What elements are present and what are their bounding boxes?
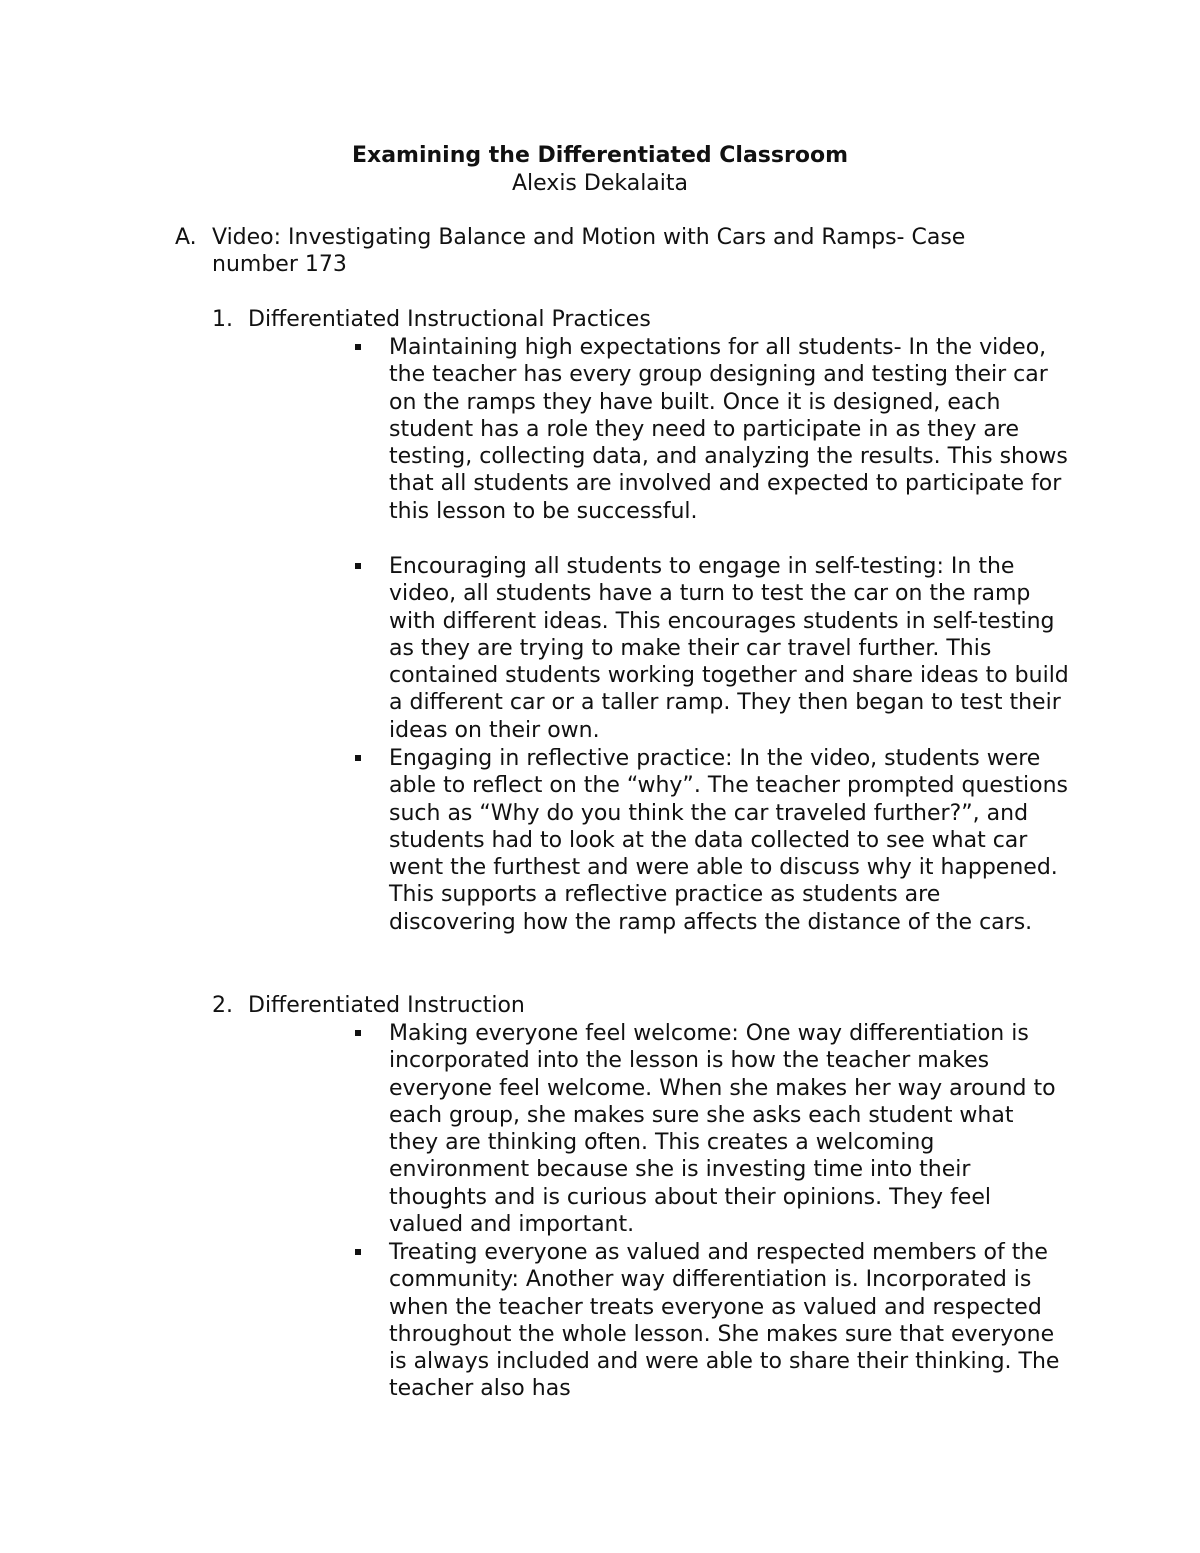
bullet-square-icon <box>355 563 361 569</box>
subsection-1-heading: Differentiated Instructional Practices <box>248 307 651 332</box>
subsection-2-marker: 2. <box>212 993 233 1018</box>
bullet-item: Engaging in reflective practice: In the video, students were able to reflect on the “why”. The teacher prompted questions such as “Why do you think the car traveled further?”, and students had to look at the data collected to see what car went the furthest and were able to discuss why it happened. This supports a reflective practice as students are discovering how the ramp affects the distance of the cars. <box>389 746 1068 935</box>
subsection-2-heading: Differentiated Instruction <box>248 993 525 1018</box>
bullet-square-icon <box>355 1249 361 1255</box>
document-title: Examining the Differentiated Classroom <box>351 143 848 168</box>
bullet-item: Encouraging all students to engage in self-testing: In the video, all students have a turn to test the car on the ramp with different ideas. This encourages students in self-testing as they are trying to make their car travel further. This contained students working together and share ideas to build a different car or a taller ramp. They then began to test their ideas on their own. <box>389 554 1069 743</box>
bullet-item: Treating everyone as valued and respected members of the community: Another way differentiation is. Incorporated is when the teacher treats everyone as valued and respected throughout the whole lesson. She makes sure that everyone is always included and were able to share their thinking. The teacher also has <box>389 1240 1060 1402</box>
document-author: Alexis Dekalaita <box>511 171 689 196</box>
section-a-marker: A. <box>175 225 197 250</box>
bullet-square-icon <box>355 344 361 350</box>
bullet-square-icon <box>355 755 361 761</box>
bullet-item: Making everyone feel welcome: One way differentiation is incorporated into the lesson is how the teacher makes everyone feel welcome. When she makes her way around to each group, she makes sure she asks each student what they are thinking often. This creates a welcoming environment because she is investing time into their thoughts and is curious about their opinions. They feel valued and important. <box>389 1021 1056 1238</box>
section-a-heading: Video: Investigating Balance and Motion with Cars and Ramps- Case number 173 <box>212 225 966 278</box>
bullet-item: Maintaining high expectations for all students- In the video, the teacher has every group designing and testing their car on the ramps they have built. Once it is designed, each student has a role they need to participate in as they are testing, collecting data, and analyzing the results. This shows that all students are involved and expected to participate for this lesson to be successful. <box>389 335 1068 524</box>
subsection-1-marker: 1. <box>212 307 233 332</box>
bullet-square-icon <box>355 1030 361 1036</box>
